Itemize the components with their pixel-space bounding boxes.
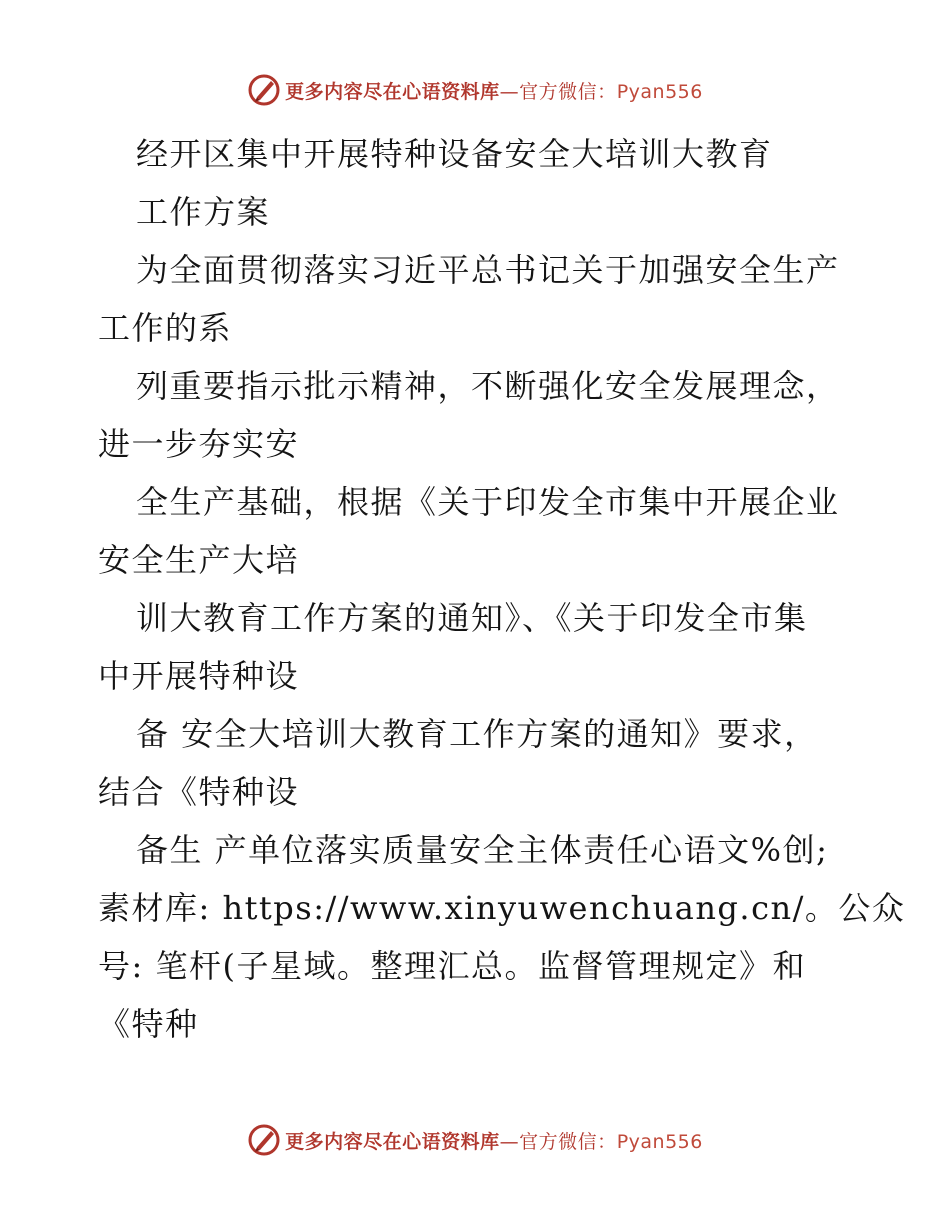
body-line: 列重要指示批示精神，不断强化安全发展理念， <box>136 367 840 405</box>
body-line: 中开展特种设 <box>98 657 300 695</box>
banner-wechat-id: Pyan556 <box>616 1130 703 1153</box>
body-line: 为全面贯彻落实习近平总书记关于加强安全生产 <box>136 251 840 289</box>
body-line: 结合《特种设 <box>98 773 300 811</box>
document-title-line-1: 经开区集中开展特种设备安全大培训大教育 <box>136 135 773 173</box>
banner-wechat-id: Pyan556 <box>616 80 703 103</box>
body-line: 素材库: https://www.xinyuwenchuang.cn/。公众 <box>98 889 906 927</box>
body-line: 备 安全大培训大教育工作方案的通知》要求， <box>136 715 818 753</box>
header-banner <box>0 70 950 110</box>
body-line: 备生 产单位落实质量安全主体责任心语文%创; <box>136 831 829 869</box>
body-line: 《特种 <box>98 1005 199 1043</box>
document-body <box>98 125 906 1053</box>
body-line: 进一步夯实安 <box>98 425 300 463</box>
pen-logo-icon <box>247 73 281 107</box>
body-line: 工作的系 <box>98 309 233 347</box>
banner-wechat-label: —官方微信： <box>499 1130 617 1153</box>
banner-site-name: 更多内容尽在心语资料库 <box>285 80 500 103</box>
pen-logo-icon <box>247 1123 281 1157</box>
banner-site-name: 更多内容尽在心语资料库 <box>285 1130 500 1153</box>
document-title-line-2: 工作方案 <box>136 193 271 231</box>
footer-banner <box>0 1120 950 1160</box>
banner-wechat-label: —官方微信： <box>499 80 617 103</box>
banner-text <box>285 1127 703 1154</box>
body-line: 训大教育工作方案的通知》、《关于印发全市集 <box>136 599 808 637</box>
body-line: 号: 笔杆(子星域。整理汇总。监督管理规定》和 <box>98 947 806 985</box>
body-line: 全生产基础，根据《关于印发全市集中开展企业 <box>136 483 840 521</box>
banner-text <box>285 77 703 104</box>
body-line: 安全生产大培 <box>98 541 300 579</box>
